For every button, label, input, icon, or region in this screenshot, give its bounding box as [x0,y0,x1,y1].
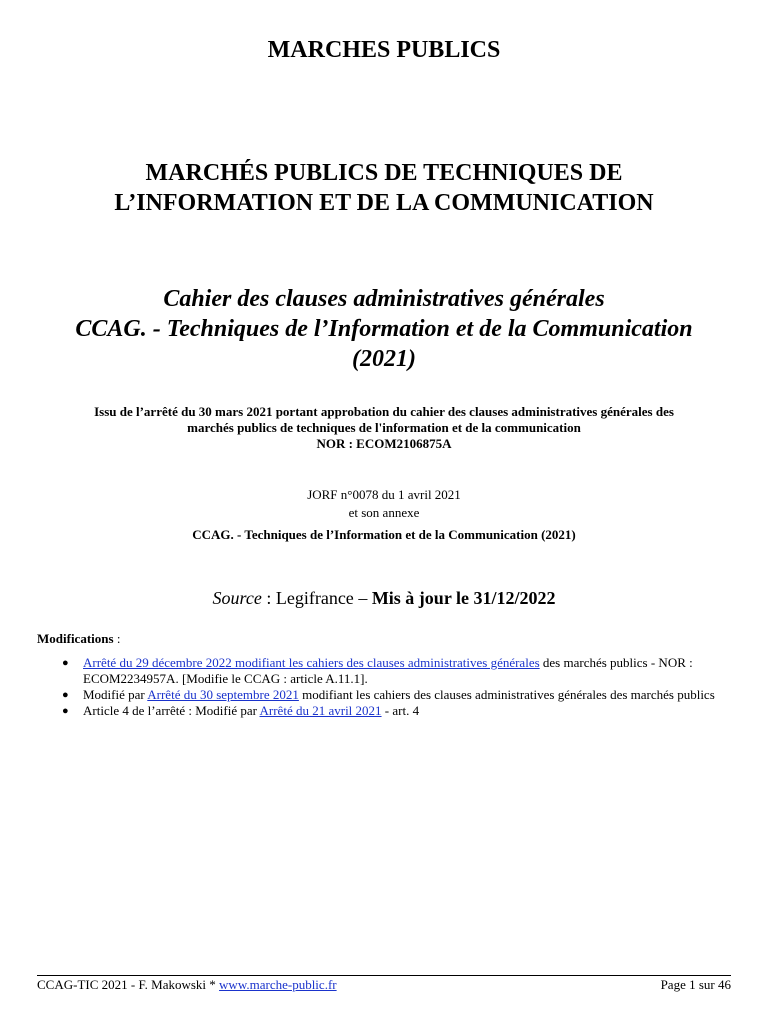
list-item-text: Modifié par [83,687,148,702]
issue-statement [20,404,748,452]
nor-reference: NOR : ECOM2106875A [316,436,452,451]
ccag-heading-line-3: (2021) [352,346,416,372]
list-item-text: modifiant les cahiers des clauses administratives générales des marchés publics [298,687,715,702]
arrete-21-avril-2021-link[interactable]: Arrêté du 21 avril 2021 [259,703,382,718]
list-item-text: des marchés publics - NOR : ECOM2234957A. [Modifie le CCAG : article A.11.1]. [83,655,693,686]
update-date: Mis à jour le 31/12/2022 [371,588,556,608]
issue-line-1: Issu de l’arrêté du 30 mars 2021 portant approbation du cahier des clauses administratives générales des [94,404,674,419]
list-item-text: Article 4 de l’arrêté : Modifié par [83,703,260,718]
list-item [62,655,727,687]
list-item-text: - art. 4 [381,703,420,718]
modifications-section [37,631,727,719]
bullet-icon: ● [62,657,69,669]
jorf-line-1: JORF n°0078 du 1 avril 2021 [307,487,461,502]
modifications-list [37,655,727,719]
list-item [62,687,727,703]
modifications-heading: Modifications [37,631,114,646]
bullet-icon: ● [62,689,69,701]
footer-credit-text: CCAG-TIC 2021 - F. Makowski * [37,977,220,992]
ccag-heading-line-1: Cahier des clauses administratives générales [163,286,605,312]
source-value: Legifrance [275,588,354,608]
subtitle-line-2: L’INFORMATION ET DE LA COMMUNICATION [114,190,654,216]
modifications-heading-row [37,631,727,647]
marche-public-link[interactable]: www.marche-public.fr [219,977,337,992]
footer-divider [37,975,731,976]
jorf-line-2: et son annexe [348,505,420,520]
document-subtitle [0,158,768,218]
source-line [0,587,768,609]
footer-credit [37,977,337,993]
arrete-29-decembre-2022-link[interactable]: Arrêté du 29 décembre 2022 modifiant les cahiers des clauses administratives générales [83,655,540,670]
arrete-30-septembre-2021-link[interactable]: Arrêté du 30 septembre 2021 [147,687,299,702]
ccag-heading-line-2: CCAG. - Techniques de l’Information et de la Communication [75,316,693,342]
jorf-reference [0,486,768,544]
list-item [62,703,727,719]
document-title: MARCHES PUBLICS [267,37,501,63]
source-label: Source [212,588,262,608]
jorf-line-3: CCAG. - Techniques de l’Information et de la Communication (2021) [192,527,576,542]
ccag-heading [0,284,768,374]
subtitle-line-1: MARCHÉS PUBLICS DE TECHNIQUES DE [145,160,623,186]
bullet-icon: ● [62,705,69,717]
modifications-heading-suffix: : [113,631,121,646]
source-dash: – [353,588,372,608]
page-number: Page 1 sur 46 [660,977,731,992]
issue-line-2: marchés publics de techniques de l'information et de la communication [187,420,581,435]
source-separator: : [261,588,276,608]
